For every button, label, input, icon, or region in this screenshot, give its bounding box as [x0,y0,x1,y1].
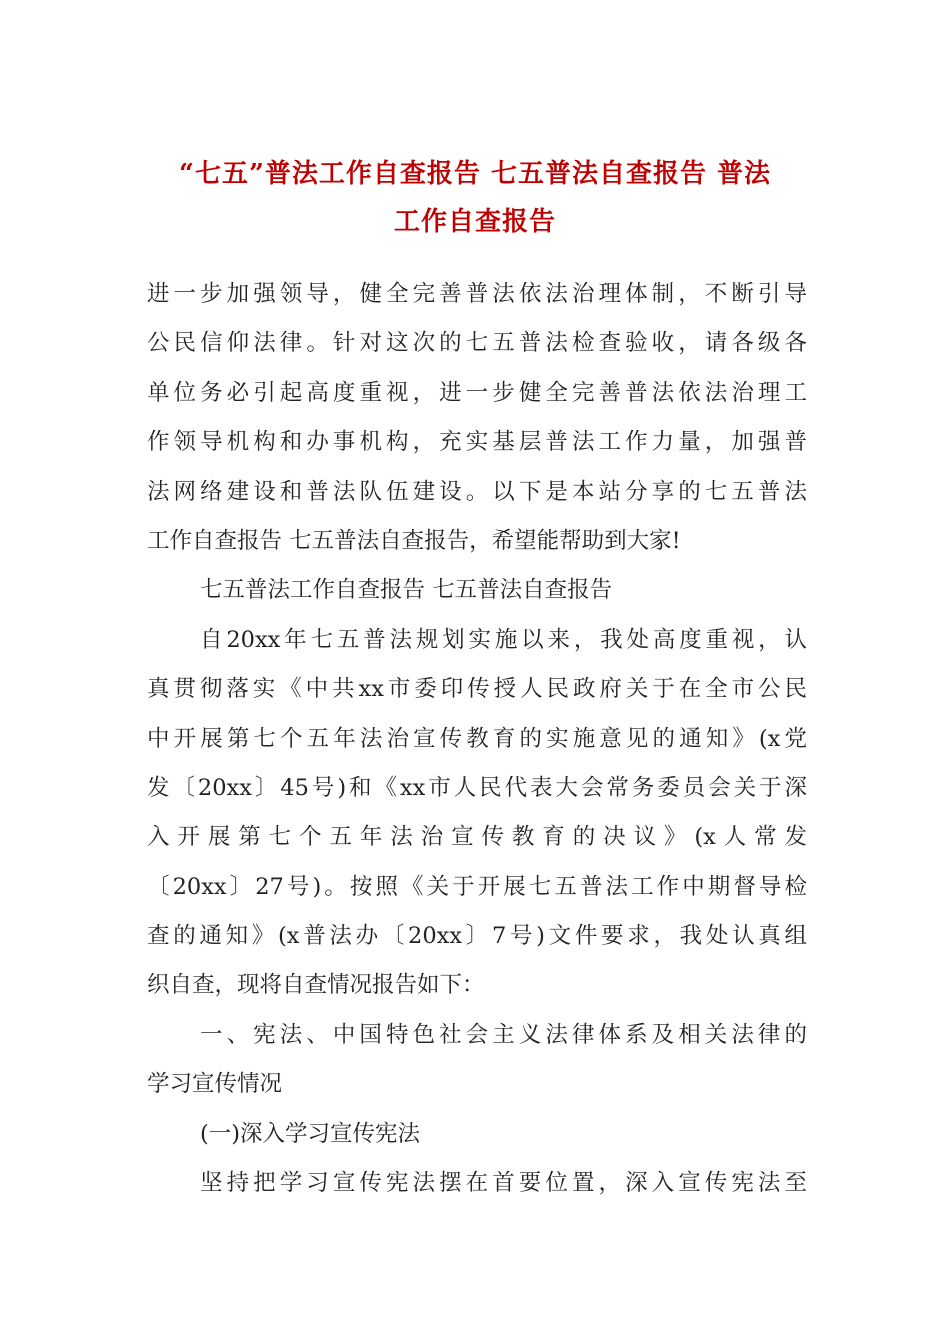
paragraph-line: 坚持把学习宣传宪法摆在首要位置，深入宣传宪法至 [200,1170,807,1197]
paragraph-line: 自20xx年七五普法规划实施以来，我处高度重视，认 [200,626,807,653]
paragraph-line: 法网络建设和普法队伍建设。以下是本站分享的七五普法 [147,478,807,505]
paragraph-line: 中开展第七个五年法治宣传教育的实施意见的通知》(x党 [147,725,807,752]
document-title [120,150,830,246]
paragraph-line: 进一步加强领导，健全完善普法依法治理体制，不断引导 [147,281,807,307]
paragraph-line: 入开展第七个五年法治宣传教育的决议》(x人常发 [147,824,807,851]
paragraph-line: 〔20xx〕27号)。按照《关于开展七五普法工作中期督导检 [147,873,807,900]
paragraph-line: 公民信仰法律。针对这次的七五普法检查验收，请各级各 [147,330,807,357]
paragraph-line: 工作自查报告 七五普法自查报告，希望能帮助到大家! [147,527,681,554]
title-line-2: 工作自查报告 [393,207,556,237]
paragraph-line: 织自查，现将自查情况报告如下： [147,972,485,999]
paragraph-line: 七五普法工作自查报告 七五普法自查报告 [200,577,613,604]
paragraph-line: 作领导机构和办事机构，充实基层普法工作力量，加强普 [147,429,807,456]
paragraph-line: 一、宪法、中国特色社会主义法律体系及相关法律的 [200,1021,807,1048]
paragraph-line: (一)深入学习宣传宪法 [200,1120,421,1147]
paragraph-line: 查的通知》(x普法办〔20xx〕7号)文件要求，我处认真组 [147,923,807,950]
paragraph-line: 学习宣传情况 [147,1071,283,1098]
paragraph-line: 单位务必引起高度重视，进一步健全完善普法依法治理工 [147,379,807,406]
document-body [147,270,807,1208]
paragraph-line: 真贯彻落实《中共xx市委印传授人民政府关于在全市公民 [147,676,807,703]
paragraph-line: 发〔20xx〕45号)和《xx市人民代表大会常务委员会关于深 [147,774,807,801]
title-line-1: “七五”普法工作自查报告 七五普法自查报告 普法 [178,159,771,189]
